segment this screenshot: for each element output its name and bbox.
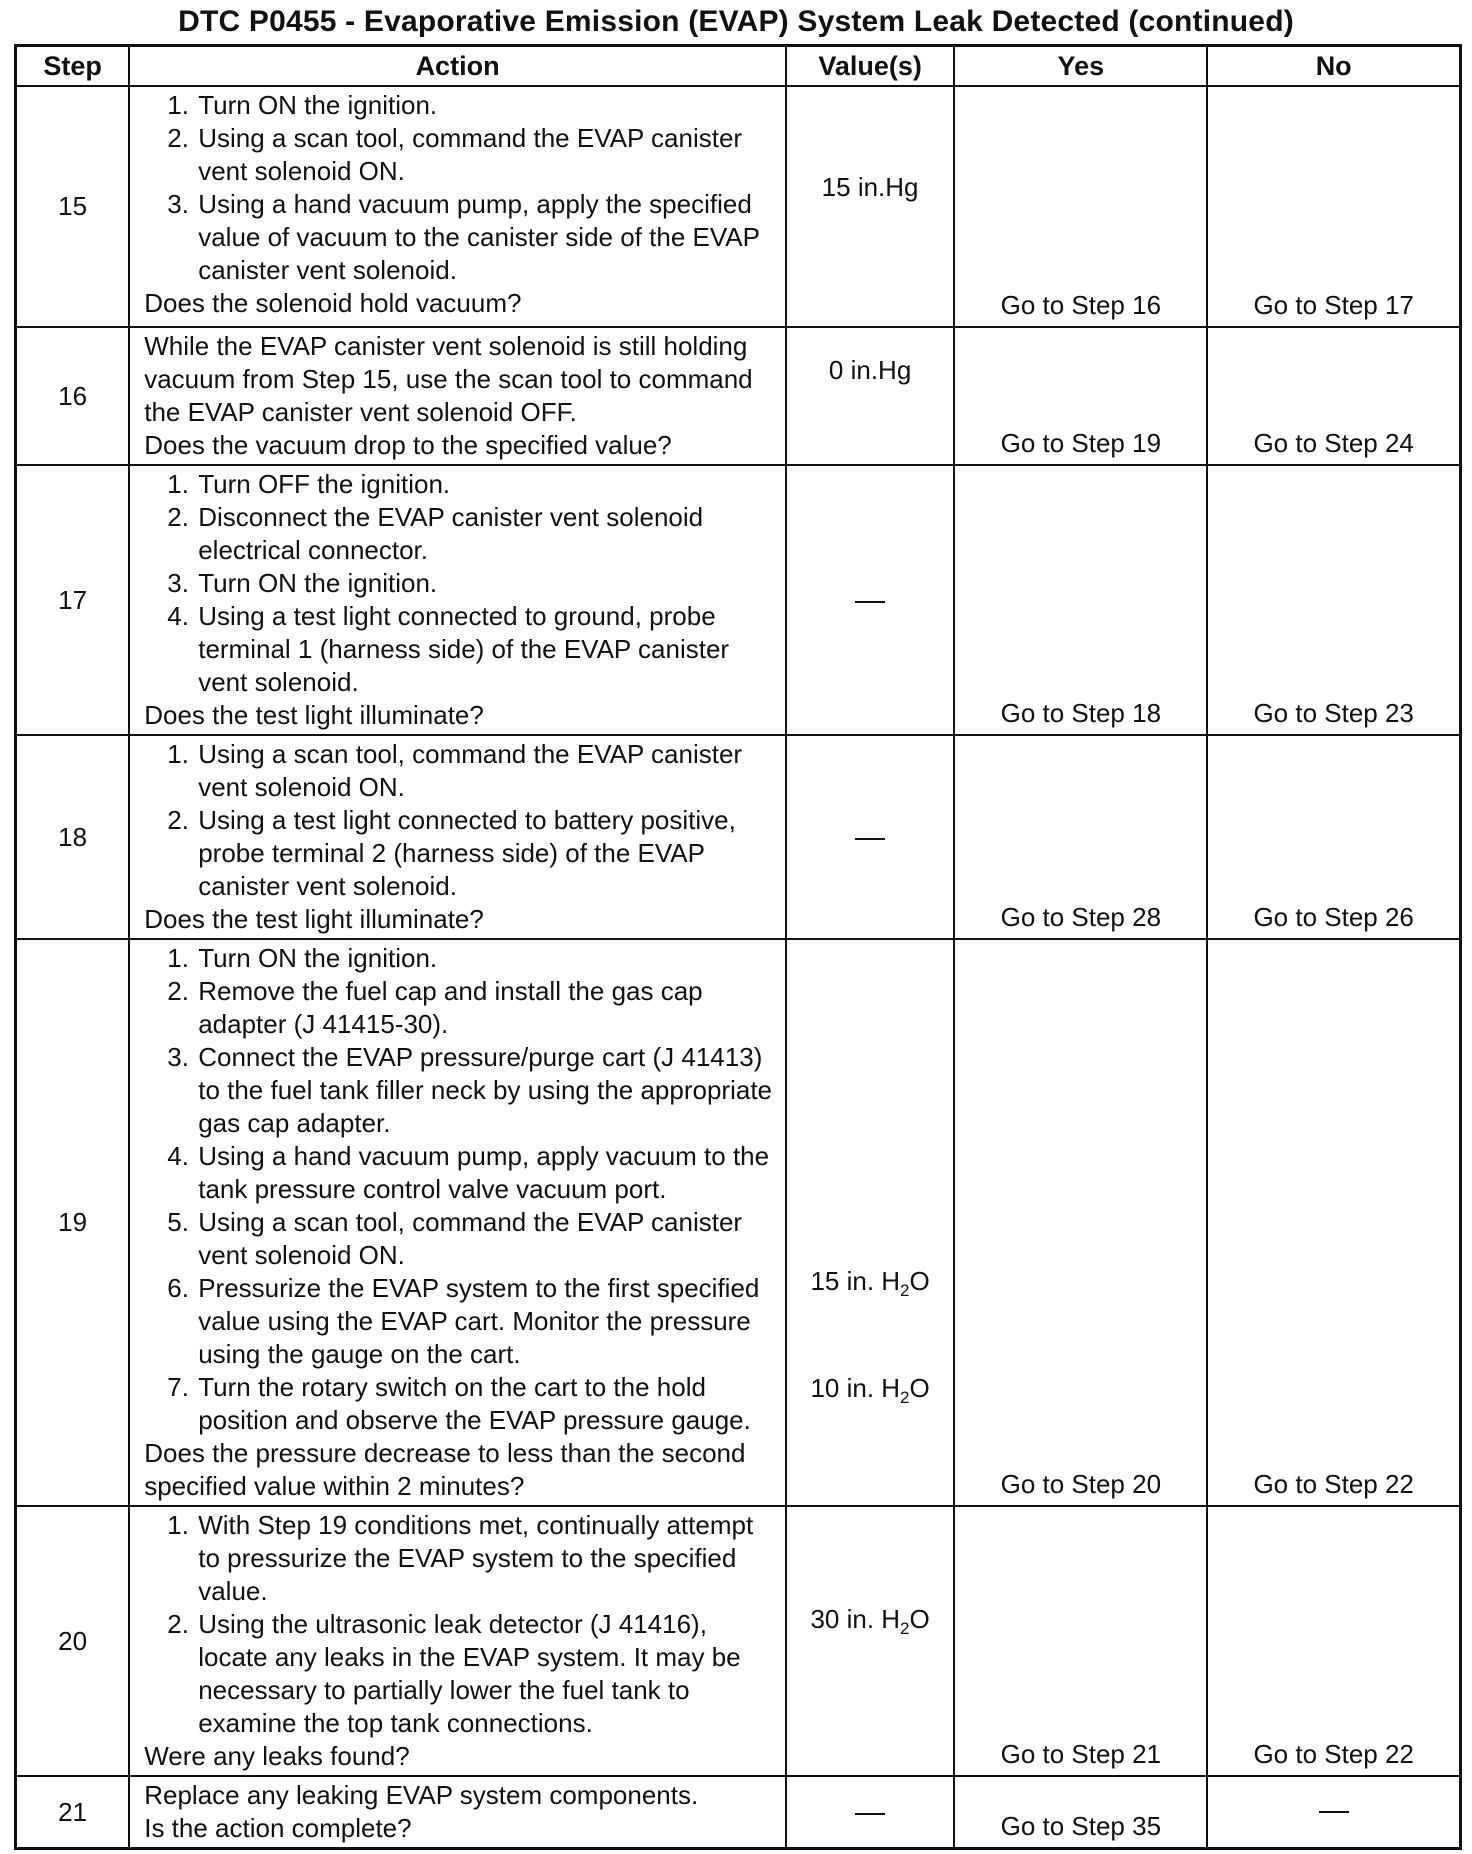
header-no: No	[1207, 46, 1460, 87]
table-row	[16, 86, 1461, 327]
action-step: 1. Turn ON the ignition.	[196, 89, 779, 122]
value-text: 15 in.Hg	[821, 172, 919, 202]
page-title: DTC P0455 - Evaporative Emission (EVAP) System Leak Detected (continued)	[178, 5, 1294, 38]
value-text: 0 in.Hg	[828, 355, 912, 385]
action-cell	[129, 1776, 786, 1849]
empty-value-dash	[855, 1813, 885, 1815]
action-question: Does the pressure decrease to less than the second specified value within 2 minutes?	[144, 1438, 746, 1501]
action-intro: While the EVAP canister vent solenoid is still holding vacuum from Step 15, use the scan tool to command the EVAP canister vent solenoid OFF.	[144, 331, 753, 427]
value-cell	[786, 1506, 954, 1776]
no-cell: Go to Step 23	[1207, 465, 1460, 735]
header-row	[16, 46, 1461, 87]
header-action: Action	[129, 46, 786, 87]
action-step: 1. Turn OFF the ignition.	[196, 468, 779, 501]
header-yes: Yes	[954, 46, 1207, 87]
table-row	[16, 1776, 1461, 1849]
no-cell	[1207, 1776, 1460, 1849]
action-question: Is the action complete?	[144, 1813, 412, 1843]
action-step: 3. Connect the EVAP pressure/purge cart (J 41413) to the fuel tank filler neck by using the appropriate gas cap adapter.	[196, 1041, 779, 1140]
action-step: 7. Turn the rotary switch on the cart to the hold position and observe the EVAP pressure gauge.	[196, 1371, 779, 1437]
action-step: 4. Using a hand vacuum pump, apply vacuum to the tank pressure control valve vacuum port.	[196, 1140, 779, 1206]
no-cell: Go to Step 22	[1207, 939, 1460, 1506]
step-number: 21	[16, 1776, 130, 1849]
value-cell	[786, 1776, 954, 1849]
value-cell	[786, 939, 954, 1506]
action-step: 6. Pressurize the EVAP system to the first specified value using the EVAP cart. Monitor the pressure using the gauge on the cart.	[196, 1272, 779, 1371]
table-row	[16, 465, 1461, 735]
yes-cell: Go to Step 19	[954, 327, 1207, 465]
yes-cell: Go to Step 28	[954, 735, 1207, 939]
value-cell	[786, 735, 954, 939]
value-text-first: 15 in. $H_2O$	[810, 1266, 930, 1301]
value-text: 30 in. $H_2O$	[810, 1604, 930, 1639]
step-number: 19	[16, 939, 130, 1506]
header-step: Step	[16, 46, 130, 87]
action-step: 2. Remove the fuel cap and install the gas cap adapter (J 41415-30).	[196, 975, 779, 1041]
table-row	[16, 327, 1461, 465]
table-row	[16, 735, 1461, 939]
action-step: 5. Using a scan tool, command the EVAP canister vent solenoid ON.	[196, 1206, 779, 1272]
step-number: 18	[16, 735, 130, 939]
step-number: 20	[16, 1506, 130, 1776]
action-step: 2. Disconnect the EVAP canister vent solenoid electrical connector.	[196, 501, 779, 567]
value-text-second: 10 in. $H_2O$	[810, 1373, 930, 1408]
header-values: Value(s)	[786, 46, 954, 87]
step-number: 15	[16, 86, 130, 327]
action-cell	[129, 735, 786, 939]
no-cell: Go to Step 26	[1207, 735, 1460, 939]
action-step: 3. Using a hand vacuum pump, apply the specified value of vacuum to the canister side of the EVAP canister vent solenoid.	[196, 188, 779, 287]
diagnostic-table	[14, 44, 1462, 1850]
empty-value-dash	[855, 601, 885, 603]
yes-cell: Go to Step 21	[954, 1506, 1207, 1776]
yes-cell: Go to Step 20	[954, 939, 1207, 1506]
action-step: 3. Turn ON the ignition.	[196, 567, 779, 600]
action-intro: Replace any leaking EVAP system components.	[144, 1780, 699, 1810]
action-step: 1. With Step 19 conditions met, continually attempt to pressurize the EVAP system to the specified value.	[196, 1509, 779, 1608]
action-step: 2. Using a scan tool, command the EVAP canister vent solenoid ON.	[196, 122, 779, 188]
no-cell: Go to Step 17	[1207, 86, 1460, 327]
action-question: Does the solenoid hold vacuum?	[144, 288, 522, 318]
action-question: Does the vacuum drop to the specified value?	[144, 430, 672, 460]
action-cell	[129, 327, 786, 465]
action-question: Were any leaks found?	[144, 1741, 410, 1771]
action-step: 1. Turn ON the ignition.	[196, 942, 779, 975]
action-step: 2. Using the ultrasonic leak detector (J 41416), locate any leaks in the EVAP system. It may be necessary to partially lower the fuel tank to examine the top tank connections.	[196, 1608, 779, 1740]
value-cell	[786, 327, 954, 465]
action-question: Does the test light illuminate?	[144, 700, 484, 730]
action-cell	[129, 1506, 786, 1776]
no-cell: Go to Step 24	[1207, 327, 1460, 465]
step-number: 16	[16, 327, 130, 465]
action-cell	[129, 86, 786, 327]
value-cell	[786, 86, 954, 327]
action-step: 1. Using a scan tool, command the EVAP canister vent solenoid ON.	[196, 738, 779, 804]
no-cell: Go to Step 22	[1207, 1506, 1460, 1776]
action-step: 4. Using a test light connected to ground, probe terminal 1 (harness side) of the EVAP canister vent solenoid.	[196, 600, 779, 699]
action-step: 2. Using a test light connected to battery positive, probe terminal 2 (harness side) of the EVAP canister vent solenoid.	[196, 804, 779, 903]
action-cell	[129, 939, 786, 1506]
empty-value-dash	[855, 838, 885, 840]
table-row	[16, 1506, 1461, 1776]
table-row	[16, 939, 1461, 1506]
yes-cell: Go to Step 35	[954, 1776, 1207, 1849]
action-question: Does the test light illuminate?	[144, 904, 484, 934]
yes-cell: Go to Step 16	[954, 86, 1207, 327]
action-cell	[129, 465, 786, 735]
yes-cell: Go to Step 18	[954, 465, 1207, 735]
value-cell	[786, 465, 954, 735]
empty-value-dash	[1319, 1811, 1349, 1813]
step-number: 17	[16, 465, 130, 735]
